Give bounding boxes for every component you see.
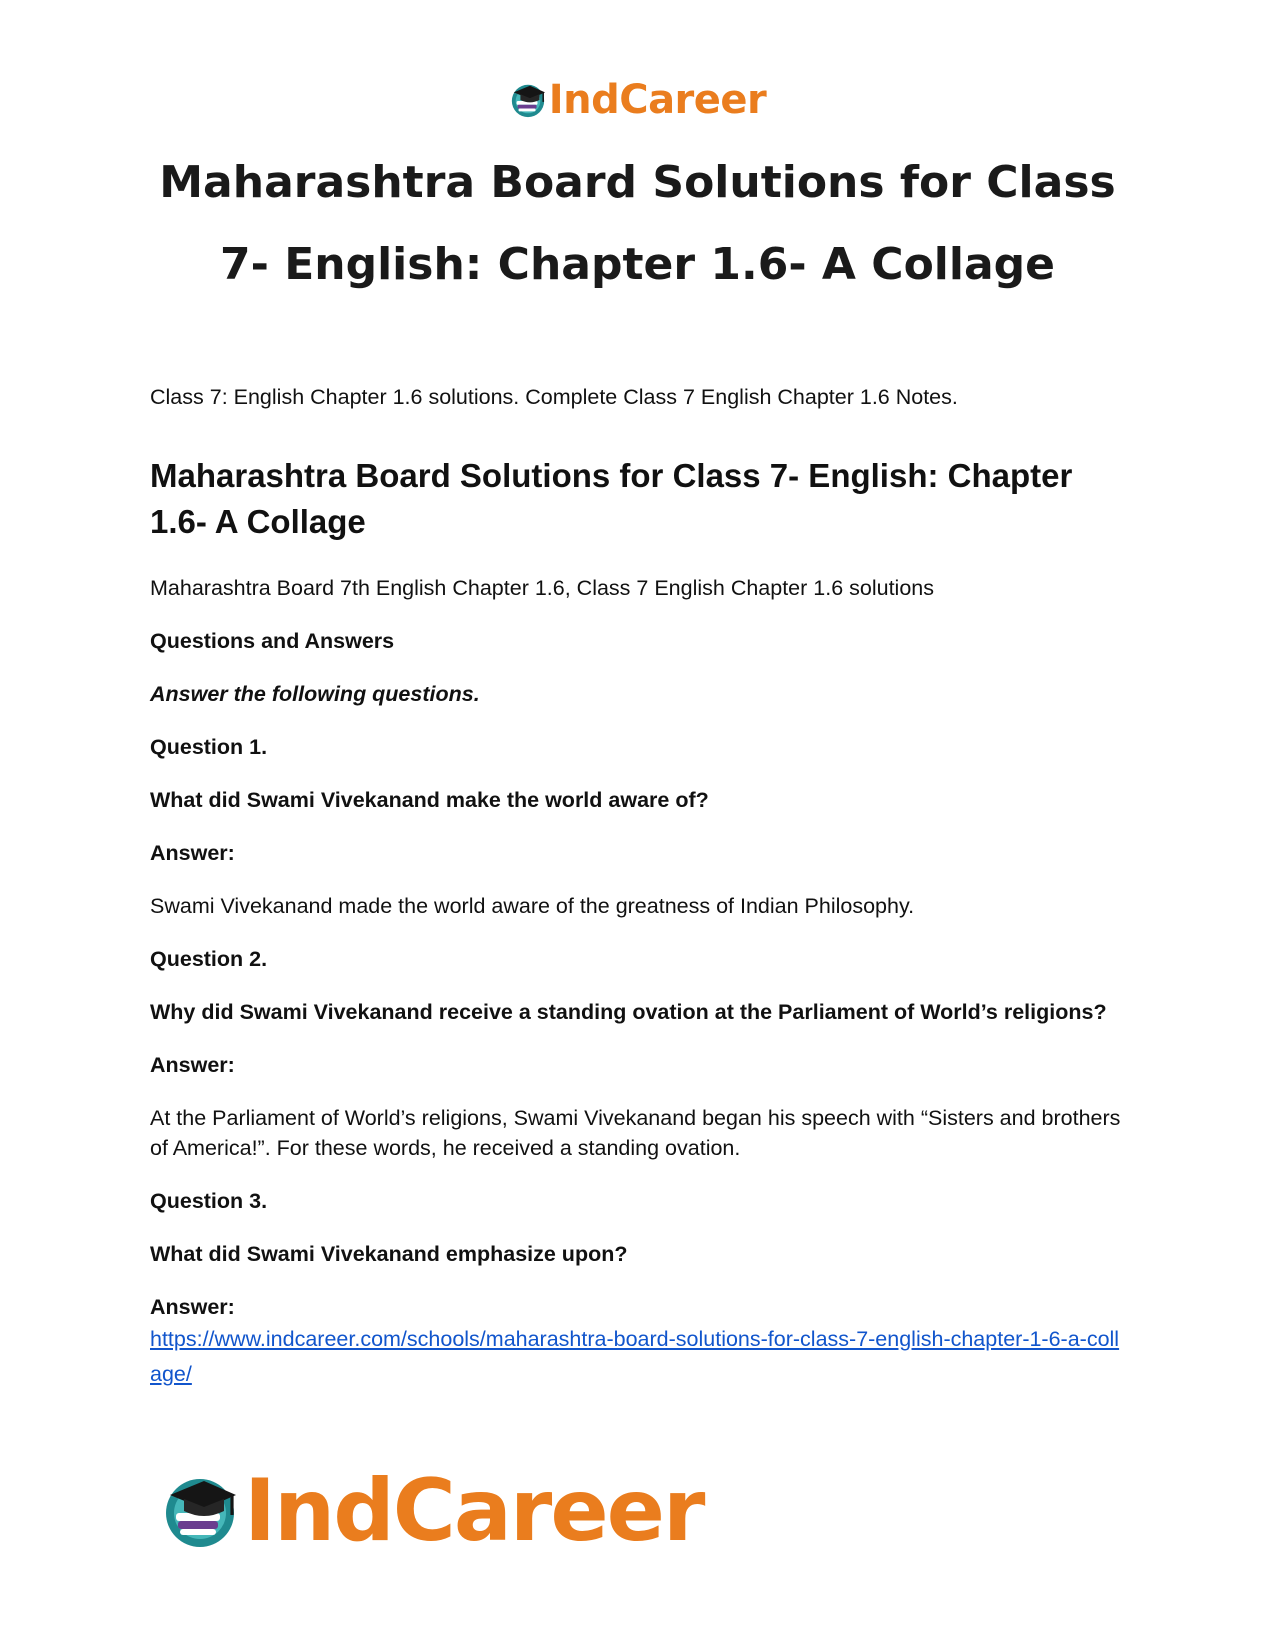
document-body xyxy=(150,384,1125,1392)
graduation-cap-globe-icon xyxy=(160,1471,240,1551)
subtitle-text: Maharashtra Board 7th English Chapter 1.6, Class 7 English Chapter 1.6 solutions xyxy=(150,575,934,600)
logo-wordmark: IndCareer xyxy=(548,77,767,123)
answer-text: Swami Vivekanand made the world aware of the greatness of Indian Philosophy. xyxy=(150,893,915,918)
question-label: Question 2. xyxy=(150,946,268,971)
question-text: What did Swami Vivekanand make the world aware of? xyxy=(150,787,709,812)
question-label: Question 3. xyxy=(150,1188,268,1213)
section-heading: Maharashtra Board Solutions for Class 7- English: Chapter 1.6- A Collage xyxy=(150,456,1073,540)
document-title: Maharashtra Board Solutions for Class 7- English: Chapter 1.6- A Collage xyxy=(159,157,1116,290)
logo-wordmark: IndCareer xyxy=(244,1461,704,1561)
section-label: Questions and Answers xyxy=(150,628,395,653)
intro-text: Class 7: English Chapter 1.6 solutions. Complete Class 7 English Chapter 1.6 Notes. xyxy=(150,385,958,409)
question-text: What did Swami Vivekanand emphasize upon? xyxy=(150,1241,628,1266)
answer-label: Answer: xyxy=(150,840,235,865)
header-logo xyxy=(0,77,1275,123)
instruction-text: Answer the following questions. xyxy=(150,681,480,706)
answer-label: Answer: xyxy=(150,1052,235,1077)
graduation-cap-globe-icon xyxy=(509,81,547,119)
footer-logo xyxy=(160,1461,704,1561)
question-text: Why did Swami Vivekanand receive a standing ovation at the Parliament of World’s religions? xyxy=(150,999,1107,1024)
answer-label: Answer: xyxy=(150,1294,235,1319)
answer-text: At the Parliament of World’s religions, Swami Vivekanand began his speech with “Sisters and brothers of America!”. For these words, he received a standing ovation. xyxy=(150,1105,1121,1160)
source-link[interactable]: https://www.indcareer.com/schools/maharashtra-board-solutions-for-class-7-english-chapter-1-6-a-collage/ xyxy=(150,1326,1120,1386)
question-label: Question 1. xyxy=(150,734,268,759)
